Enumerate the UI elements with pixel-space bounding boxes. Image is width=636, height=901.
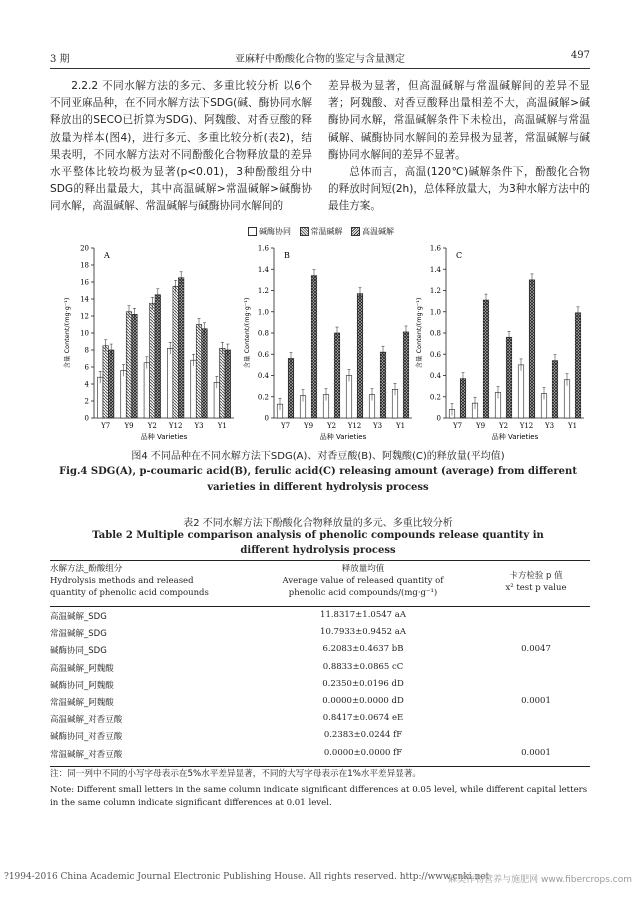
legend-label: 高温碱解 — [362, 227, 395, 236]
table-cell-method: 碱酶协同_SDG — [50, 646, 107, 657]
bar — [483, 300, 489, 418]
y-tick-label: 10 — [80, 329, 89, 338]
bar — [202, 329, 208, 418]
bar — [575, 313, 581, 418]
table-caption-en: Table 2 Multiple comparison analysis of phenolic compounds release quantity in — [92, 530, 544, 541]
table-top-rule — [50, 560, 590, 561]
y-tick-label: 0.8 — [429, 329, 441, 338]
x-tick-label: Y9 — [124, 422, 134, 430]
running-header — [50, 50, 590, 66]
body-left-column — [50, 78, 312, 216]
table-cell-value: 11.8317±1.0547 aA — [320, 610, 406, 620]
table-cell-p: 0.0001 — [521, 696, 551, 706]
x-tick-label: Y1 — [567, 422, 578, 430]
table-caption-en-2: different hydrolysis process — [240, 545, 396, 556]
y-tick-label: 0.2 — [257, 393, 269, 402]
legend-label: 常温碱解 — [310, 227, 343, 236]
y-tick-label: 0.4 — [429, 372, 441, 380]
bar — [126, 312, 132, 418]
bar — [150, 303, 156, 418]
bar — [178, 278, 184, 418]
table-note-cn: 注：同一列中不同的小写字母表示在5%水平差异显著，不同的大写字母表示在1%水平差异显著。 — [50, 769, 422, 779]
legend-swatch-high-temp — [351, 227, 360, 236]
y-tick-label: 0 — [84, 414, 89, 423]
x-tick-label: Y2 — [326, 422, 337, 430]
chart-panel-b — [240, 238, 418, 443]
table-bottom-rule — [50, 766, 590, 767]
bar — [155, 295, 161, 418]
bar — [506, 337, 512, 418]
body-right-column — [328, 78, 590, 216]
x-tick-label: Y1 — [217, 422, 227, 430]
figure-caption-en: Fig.4 SDG(A), p-coumaric acid(B), ferulic acid(C) releasing amount (average) from different — [59, 466, 577, 477]
table-cell-value: 0.8833±0.0865 cC — [322, 661, 404, 672]
y-tick-label: 1.4 — [429, 265, 441, 274]
bar — [346, 376, 352, 419]
page-footer — [4, 872, 632, 885]
table-header-value — [268, 563, 458, 599]
page-number: 497 — [570, 50, 590, 61]
bar — [288, 359, 294, 419]
y-tick-label: 0 — [436, 414, 441, 423]
bar — [132, 314, 138, 418]
bar — [173, 286, 179, 418]
x-tick-label: Y9 — [303, 422, 314, 430]
table-cell-method: 常温碱解_对香豆酸 — [50, 749, 123, 760]
table-cell-method: 常温碱解_阿魏酸 — [50, 698, 114, 708]
x-tick-label: Y3 — [544, 422, 555, 430]
x-tick-label: Y3 — [372, 422, 383, 430]
paragraph-summary: 总体而言，高温(120℃)碱解条件下，酚酸化合物的释放时间短(2h)，总体释放量大，为3种水解方法中的最佳方案。 — [328, 166, 590, 213]
bar — [529, 280, 535, 418]
bar — [167, 348, 173, 418]
table-cell-method: 常温碱解_SDG — [50, 629, 107, 640]
bar — [121, 370, 127, 418]
legend-label: 碱酶协同 — [258, 227, 291, 236]
bar — [552, 361, 558, 418]
paragraph-continued: 差异极为显著，但高温碱解与常温碱解间的差异不显著；阿魏酸、对香豆酸释出量相差不大，高温碱解>碱酶协同水解，常温碱解条件下未检出，高温碱解与常温碱解、碱酶协同水解间的差异极为显著，常温碱解与碱酶协同水解间的差异不显著。 — [328, 80, 590, 161]
table-cell-value: 0.2383±0.0244 fF — [323, 730, 403, 741]
y-tick-label: 0.2 — [429, 393, 441, 402]
table-cell-method: 碱酶协同_对香豆酸 — [50, 732, 123, 743]
y-axis-label: 含量 Content/(mg·g⁻¹) — [63, 297, 71, 369]
table-cell-p: 0.0047 — [521, 644, 551, 655]
header-method-en-1: Hydrolysis methods and released — [50, 576, 194, 586]
x-tick-label: Y12 — [347, 422, 362, 430]
bar — [334, 333, 340, 418]
x-tick-label: Y12 — [519, 422, 534, 430]
table-cell-method: 高温碱解_对香豆酸 — [50, 715, 123, 726]
table-cell-value: 0.0000±0.0000 fF — [323, 747, 403, 758]
y-tick-label: 1.0 — [429, 308, 441, 317]
header-p-cn: 卡方检验 p 值 — [509, 571, 563, 581]
legend-swatch-enzyme — [248, 227, 257, 236]
bar — [403, 332, 409, 418]
x-tick-label: Y7 — [452, 422, 463, 430]
copyright-line: ?1994-2016 China Academic Journal Electronic Publishing House. All rights reserved. http://www.cnki.net — [4, 872, 490, 882]
x-tick-label: Y2 — [498, 422, 509, 430]
figure-caption-cn: 图4 不同品种在不同水解方法下SDG(A)、对香豆酸(B)、阿魏酸(C)的释放量(平均值) — [131, 451, 505, 462]
y-tick-label: 0.6 — [429, 350, 441, 359]
y-tick-label: 0.8 — [257, 329, 269, 338]
y-tick-label: 14 — [80, 295, 89, 304]
y-tick-label: 8 — [84, 346, 89, 355]
x-tick-label: Y9 — [475, 422, 486, 430]
table-cell-method: 高温碱解_阿魏酸 — [50, 663, 114, 674]
bar — [196, 325, 202, 419]
bar — [103, 346, 109, 418]
y-tick-label: 0.6 — [257, 350, 269, 359]
header-method-en-2: quantity of phenolic acid compounds — [50, 588, 209, 598]
section-2-2-2-text: 2.2.2 不同水解方法的多元、多重比较分析 以6个不同亚麻品种，在不同水解方法下SDG(碱、酶协同水解释放出的SECO已折算为SDG)、阿魏酸、对香豆酸的释放量为样本(图4)，进行多元、多重比较分析(表2)，结果表明，不同水解方法对不同酚酸化合物释放量的差异水平整体比较均极为显著(p<0.01)，3种酚酸组分中SDG的释出量最大，其中高温碱解>常温碱解>碱酶协同水解，高温碱解、常温碱解与碱酶协同水解间的 — [50, 80, 312, 213]
legend-swatch-room-temp — [300, 227, 309, 236]
panel-label: A — [104, 251, 110, 260]
table-cell-value: 0.0000±0.0000 dD — [322, 696, 404, 706]
y-axis-label: 含量 Content/(mg·g⁻¹) — [415, 297, 423, 369]
header-value-cn: 释放量均值 — [341, 564, 385, 574]
y-tick-label: 6 — [84, 363, 89, 372]
bar — [144, 363, 150, 418]
y-tick-label: 0.4 — [257, 372, 269, 380]
y-tick-label: 1.0 — [257, 308, 269, 317]
bar — [311, 276, 317, 418]
header-method-cn: 水解方法_酚酸组分 — [50, 564, 123, 574]
y-tick-label: 16 — [80, 278, 89, 287]
y-axis-label: 含量 Content/(mg·g⁻¹) — [243, 297, 251, 369]
y-tick-label: 12 — [80, 312, 89, 321]
table-cell-p: 0.0001 — [521, 747, 551, 758]
bar — [191, 360, 197, 418]
header-value-en-2: phenolic acid compounds/(mg·g⁻¹) — [288, 588, 438, 598]
y-tick-label: 20 — [80, 244, 89, 253]
y-tick-label: 1.2 — [429, 287, 441, 295]
table-caption-cn: 表2 不同水解方法下酚酸化合物释放量的多元、多重比较分析 — [183, 518, 453, 529]
table-header-p — [482, 570, 590, 594]
x-tick-label: Y12 — [168, 422, 183, 430]
x-tick-label: Y2 — [147, 422, 157, 430]
table-cell-method: 碱酶协同_阿魏酸 — [50, 680, 114, 691]
y-tick-label: 1.2 — [257, 287, 269, 295]
y-tick-label: 1.6 — [257, 244, 269, 253]
table-header-rule — [50, 606, 590, 607]
x-axis-label: 品种 Varieties — [140, 433, 188, 441]
table-note-en: Note: Different small letters in the same column indicate significant differences at 0.05 level, while different capital letters in the same column indicate significant differences at 0.01 level. — [50, 785, 588, 808]
table-cell-value: 10.7933±0.9452 aA — [320, 627, 406, 638]
bar — [225, 350, 231, 418]
x-tick-label: Y7 — [101, 422, 111, 430]
header-rule — [50, 68, 590, 69]
header-p-en: x² test p value — [505, 583, 567, 593]
table-cell-value: 0.2350±0.0196 dD — [322, 678, 404, 689]
watermark: 麻类作物营养与施肥网 www.fibercrops.com — [448, 875, 632, 885]
bar — [97, 377, 103, 418]
issue-number: 3 期 — [50, 54, 70, 65]
y-tick-label: 1.6 — [429, 244, 441, 253]
bar — [357, 294, 363, 418]
x-axis-label: 品种 Varieties — [491, 433, 539, 441]
chart-panel-a — [60, 238, 240, 443]
header-value-en-1: Average value of released quantity of — [282, 576, 444, 586]
bar — [220, 348, 226, 418]
table-cell-method: 高温碱解_SDG — [50, 612, 107, 622]
bar — [380, 352, 386, 418]
bar — [518, 365, 524, 418]
y-tick-label: 18 — [80, 261, 89, 270]
figure-caption-en-2: varieties in different hydrolysis process — [207, 482, 429, 493]
running-title: 亚麻籽中酚酸化合物的鉴定与含量测定 — [235, 54, 405, 65]
chart-panel-c — [412, 238, 590, 443]
x-tick-label: Y3 — [194, 422, 204, 430]
chart-legend — [0, 226, 636, 237]
x-tick-label: Y7 — [280, 422, 291, 430]
y-tick-label: 0 — [264, 414, 269, 423]
x-tick-label: Y1 — [395, 422, 406, 430]
y-tick-label: 1.4 — [257, 265, 269, 274]
panel-label: C — [456, 251, 463, 260]
panel-label: B — [284, 251, 290, 260]
bar — [108, 350, 114, 418]
table-header-method — [50, 563, 250, 599]
x-axis-label: 品种 Varieties — [319, 433, 367, 441]
y-tick-label: 2 — [84, 397, 89, 406]
table-cell-value: 6.2083±0.4637 bB — [322, 644, 404, 655]
table-cell-value: 0.8417±0.0674 eE — [322, 713, 404, 724]
y-tick-label: 4 — [84, 380, 89, 389]
